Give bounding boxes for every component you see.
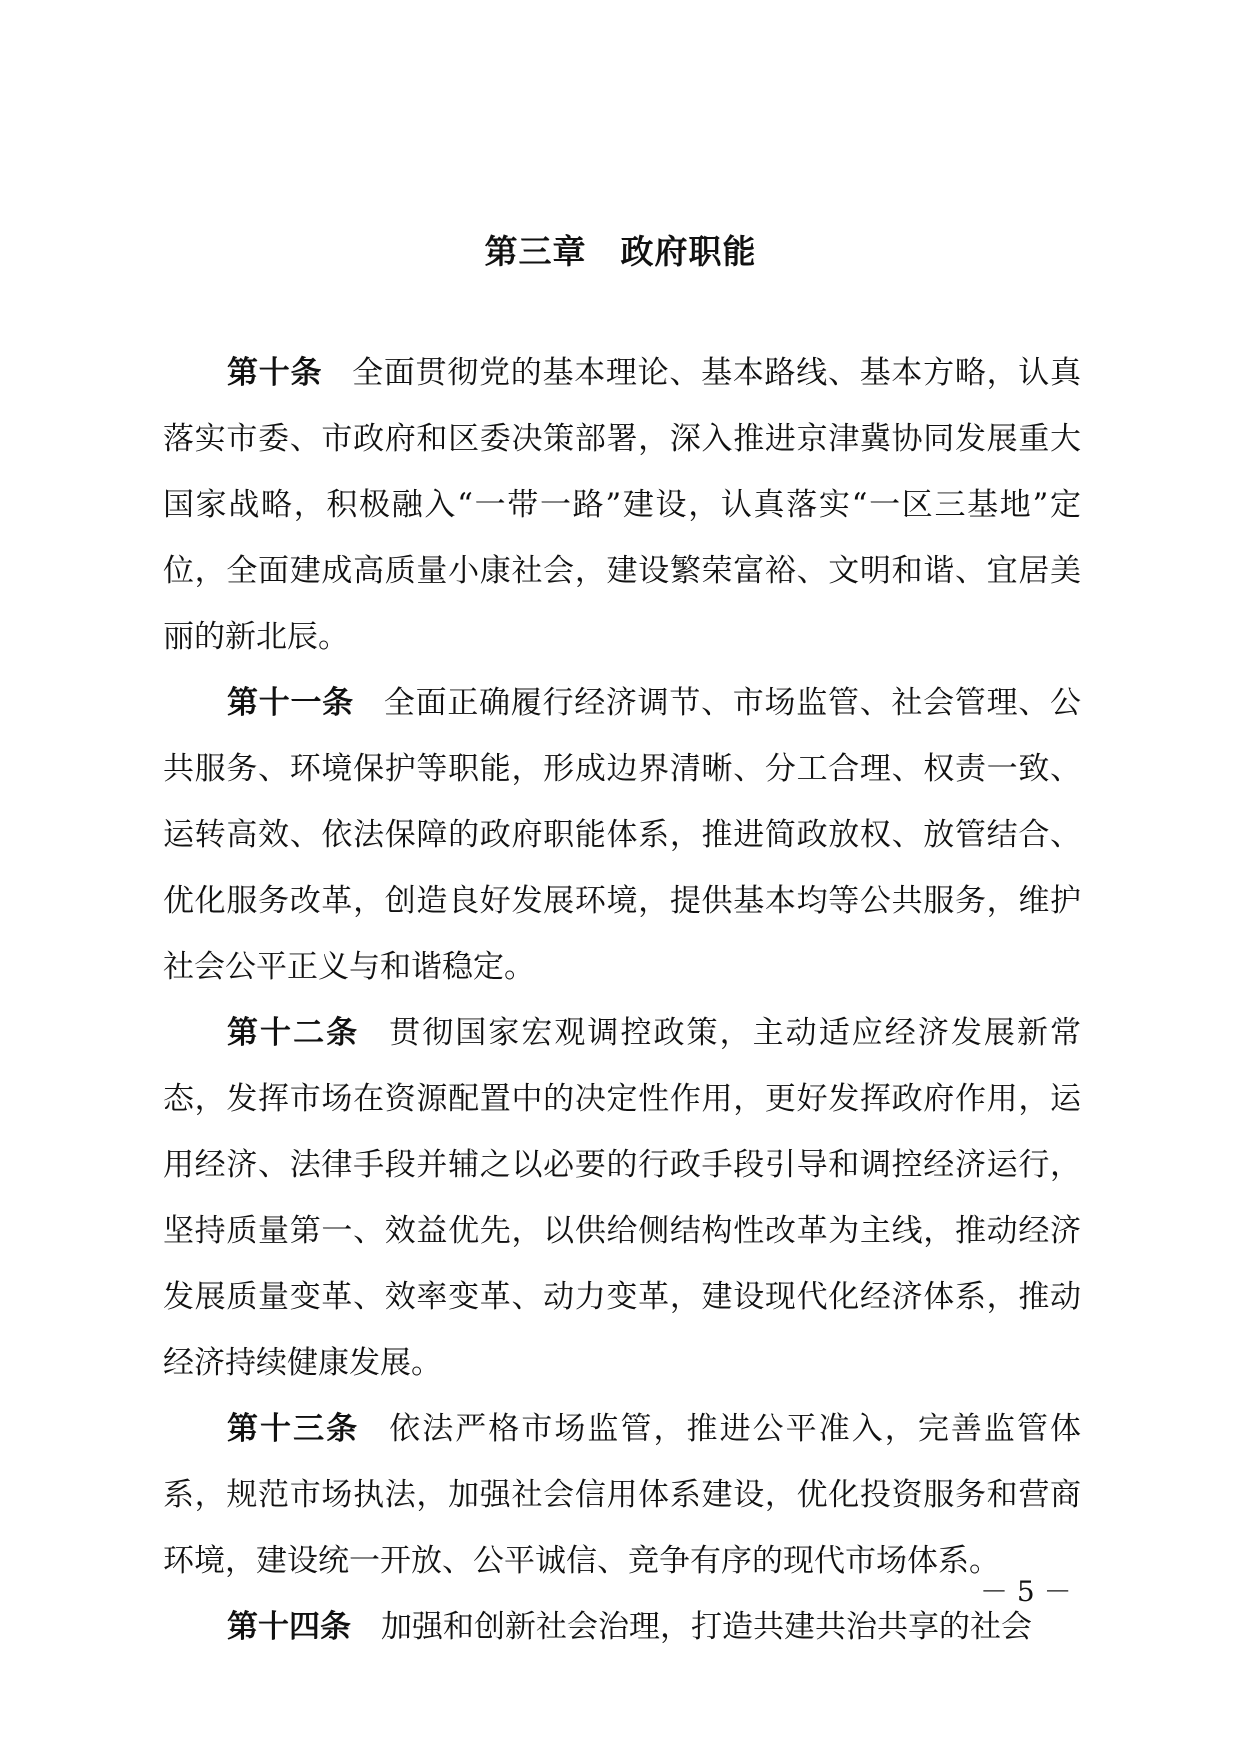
article-number: 第十二条 — [227, 1015, 360, 1051]
article-11 — [163, 670, 1081, 1000]
article-13 — [163, 1396, 1081, 1594]
article-number: 第十一条 — [227, 685, 354, 721]
article-text: 全面贯彻党的基本理论、基本路线、基本方略，认真落实市委、市政府和区委决策部署，深入推进京津冀协同发展重大国家战略，积极融入“一带一路”建设，认真落实“一区三基地”定位，全面建成高质量小康社会，建设繁荣富裕、文明和谐、宜居美丽的新北辰。 — [163, 355, 1082, 655]
article-number: 第十四条 — [227, 1609, 351, 1645]
article-number: 第十三条 — [227, 1411, 360, 1447]
article-text: 全面正确履行经济调节、市场监管、社会管理、公共服务、环境保护等职能，形成边界清晰、分工合理、权责一致、运转高效、依法保障的政府职能体系，推进简政放权、放管结合、优化服务改革，创造良好发展环境，提供基本均等公共服务，维护社会公平正义与和谐稳定。 — [163, 685, 1082, 985]
article-14 — [163, 1594, 1081, 1660]
article-10 — [163, 340, 1081, 670]
article-text: 加强和创新社会治理，打造共建共治共享的社会 — [381, 1609, 1032, 1645]
page-number: － 5 － — [980, 1575, 1072, 1608]
chapter-title: 第三章 政府职能 — [484, 232, 757, 271]
article-number: 第十条 — [227, 355, 323, 391]
document-body — [163, 340, 1081, 1660]
article-text: 依法严格市场监管，推进公平准入，完善监管体系，规范市场执法，加强社会信用体系建设，优化投资服务和营商环境，建设统一开放、公平诚信、竞争有序的现代市场体系。 — [163, 1411, 1082, 1579]
article-text: 贯彻国家宏观调控政策，主动适应经济发展新常态，发挥市场在资源配置中的决定性作用，更好发挥政府作用，运用经济、法律手段并辅之以必要的行政手段引导和调控经济运行，坚持质量第一、效益优先，以供给侧结构性改革为主线，推动经济发展质量变革、效率变革、动力变革，建设现代化经济体系，推动经济持续健康发展。 — [163, 1015, 1082, 1381]
article-12 — [163, 1000, 1081, 1396]
